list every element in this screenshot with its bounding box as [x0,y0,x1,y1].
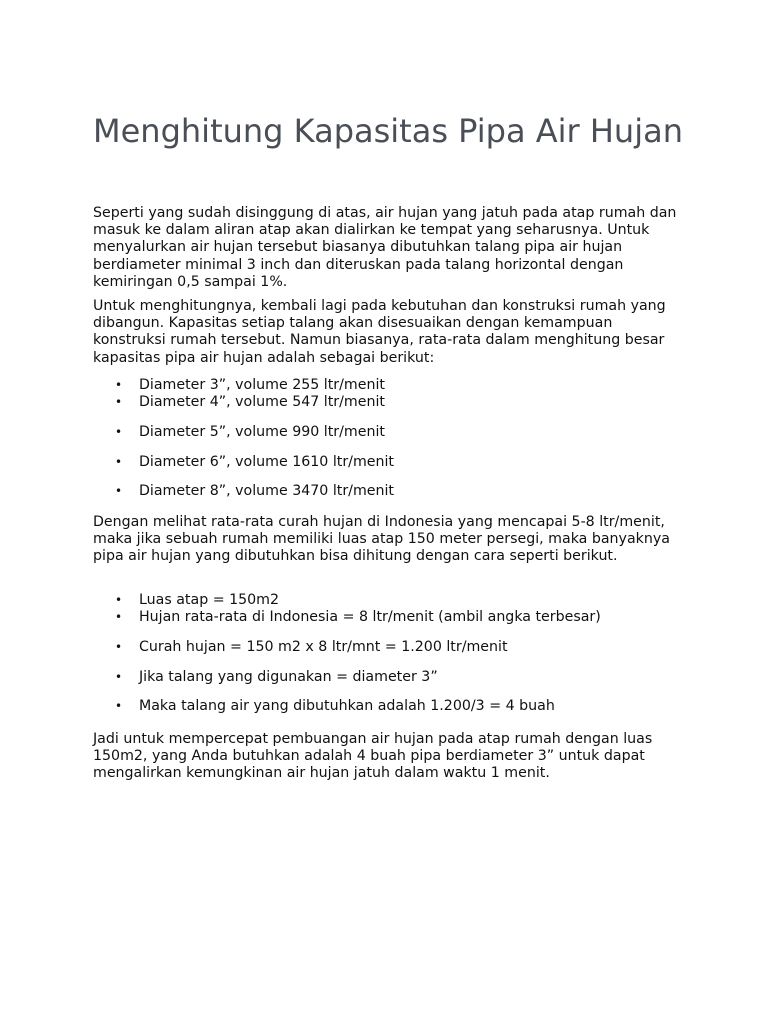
list-item [93,698,683,715]
list-item [93,639,683,656]
bullet-icon: • [115,593,123,607]
list-item-text: Hujan rata-rata di Indonesia = 8 ltr/menit (ambil angka terbesar) [139,609,601,626]
bullet-icon: • [115,378,123,392]
list-item-text: Diameter 4”, volume 547 ltr/menit [139,394,385,411]
list-item-text: Diameter 3”, volume 255 ltr/menit [139,377,385,393]
bullet-icon: • [115,639,123,654]
capacity-list [93,377,683,501]
paragraph-calculation-method: Untuk menghitungnya, kembali lagi pada kebutuhan dan konstruksi rumah yang dibangun. Kapasitas setiap talang akan disesuaikan dengan kemampuan konstruksi rumah tersebut. Namun biasanya, rata-rata dalam menghitung besar kapasitas pipa air hujan adalah sebagai berikut: [93,298,666,366]
list-item [93,609,683,626]
list-item [93,454,683,471]
list-item [93,394,683,411]
list-item-text: Diameter 6”, volume 1610 ltr/menit [139,453,394,470]
bullet-icon: • [115,610,123,625]
bullet-icon: • [115,484,123,499]
list-item-text: Diameter 5”, volume 990 ltr/menit [139,423,385,440]
paragraph-conclusion: Jadi untuk mempercepat pembuangan air hujan pada atap rumah dengan luas 150m2, yang Anda butuhkan adalah 4 buah pipa berdiameter 3” untuk dapat mengalirkan kemungkinan air hujan jatuh dalam waktu 1 menit. [93,731,653,782]
list-item-text: Curah hujan = 150 m2 x 8 ltr/mnt = 1.200 ltr/menit [139,638,508,655]
paragraph-rainfall: Dengan melihat rata-rata curah hujan di Indonesia yang mencapai 5-8 ltr/menit, maka jika sebuah rumah memiliki luas atap 150 meter persegi, maka banyaknya pipa air hujan yang dibutuhkan bisa dihitung dengan cara seperti berikut. [93,514,670,565]
list-item-text: Jika talang yang digunakan = diameter 3” [139,668,438,685]
list-item [93,669,683,686]
list-item [93,592,683,609]
list-item [93,424,683,441]
paragraph-intro: Seperti yang sudah disinggung di atas, air hujan yang jatuh pada atap rumah dan masuk ke dalam aliran atap akan dialirkan ke tempat yang seharusnya. Untuk menyalurkan air hujan tersebut biasanya dibutuhkan talang pipa air hujan berdiameter minimal 3 inch dan diteruskan pada talang horizontal dengan kemiringan 0,5 sampai 1%. [93,205,677,290]
bullet-icon: • [115,424,123,439]
bullet-icon: • [115,699,123,714]
list-item [93,483,683,500]
list-item-text: Luas atap = 150m2 [139,592,280,608]
bullet-icon: • [115,669,123,684]
calculation-list [93,592,683,716]
page-title: Menghitung Kapasitas Pipa Air Hujan [93,112,683,150]
list-item-text: Diameter 8”, volume 3470 ltr/menit [139,483,394,500]
bullet-icon: • [115,395,123,410]
list-item [93,377,683,394]
list-item-text: Maka talang air yang dibutuhkan adalah 1.200/3 = 4 buah [139,698,555,715]
bullet-icon: • [115,454,123,469]
